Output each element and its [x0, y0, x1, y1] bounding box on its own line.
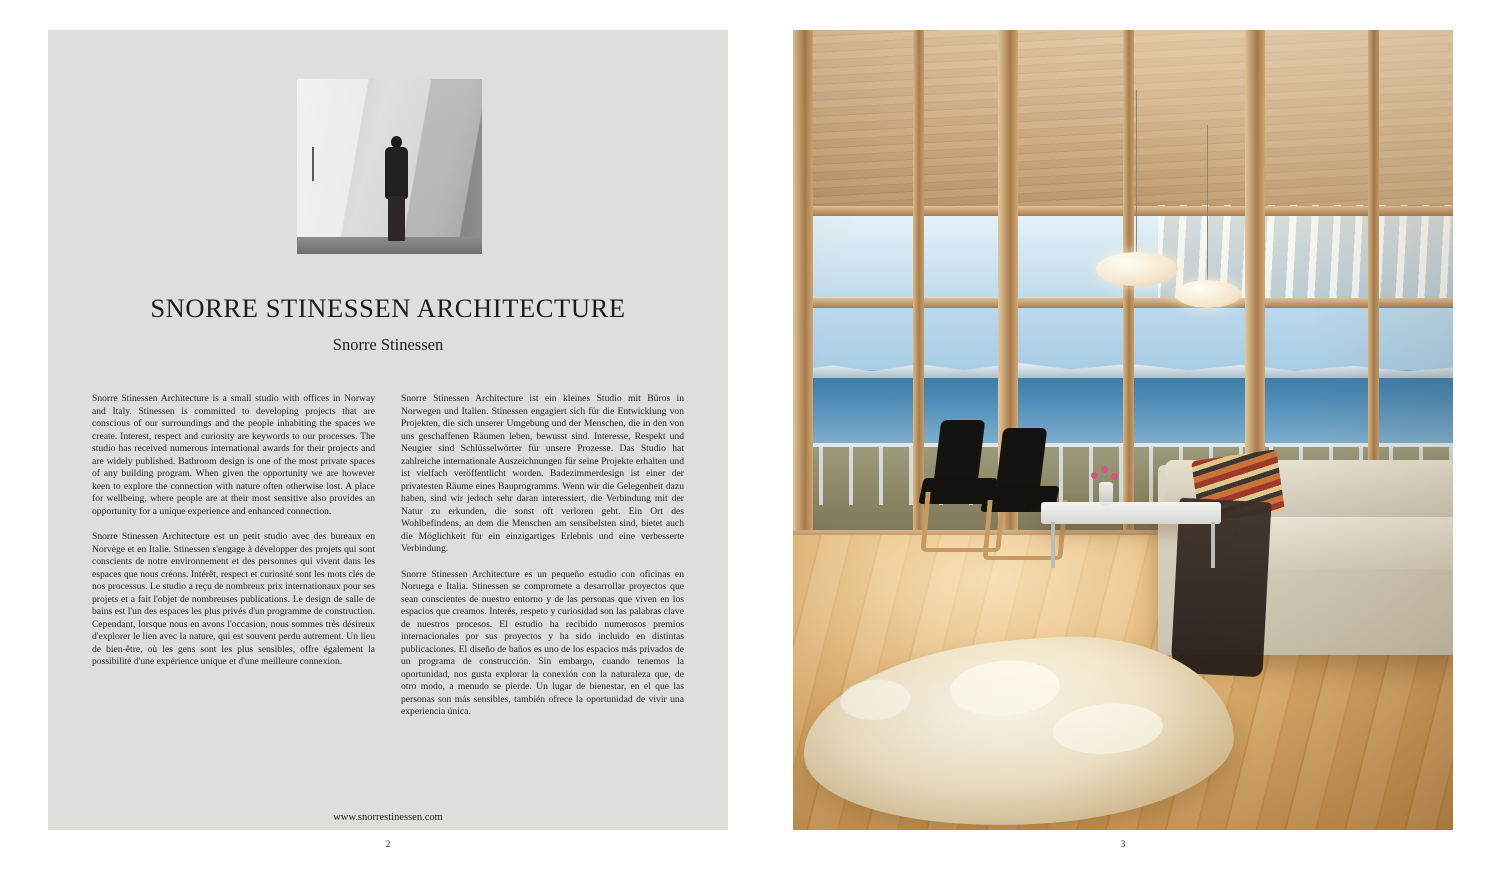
pendant-cord-2: [1207, 125, 1208, 285]
pendant-lamp-2: [1175, 280, 1241, 308]
figure-leg-gap: [312, 147, 314, 181]
interior-photograph: [793, 30, 1453, 830]
table-leg-2: [1211, 522, 1215, 568]
right-page: [793, 30, 1453, 830]
pendant-lamp-1: [1096, 252, 1178, 286]
portrait-figure: [381, 136, 411, 240]
page-number-right: 3: [1120, 840, 1126, 850]
dark-throw-blanket: [1170, 498, 1271, 678]
rug-texture: [948, 657, 1062, 720]
flower-bloom: [1091, 472, 1098, 479]
flower-bloom: [1111, 473, 1118, 480]
pendant-cord-1: [1136, 90, 1137, 255]
column-left: [92, 393, 375, 732]
page-subtitle: Snorre Stinessen: [332, 335, 444, 354]
page-number-left: 2: [385, 840, 391, 850]
table-leg-1: [1051, 522, 1055, 568]
studio-website[interactable]: www.snorrestinessen.com: [333, 812, 443, 823]
column-right: [401, 393, 684, 732]
paragraph-spanish: Snorre Stinessen Architecture es un pequeño estudio con oficinas en Noruega e Italia. Stinessen se compromete a desarrollar proyectos que sean conscientes de nuestro entorno y de las personas que viven en los espacios que creamos. Interés, respeto y curiosidad son las palabras clave de nuestros procesos. El estudio ha recibido numerosos premios internacionales por sus proyectos y ha sido incluido en distintas publicaciones. El diseño de baños es uno de los espacios más privados de un programa de construcción. Sin embargo, cuando tenemos la oportunidad, nos gusta explorar la conexión con la naturaleza que, de otro modo, a menudo se pierde. Un lugar de bienestar, en el que las personas son más sensibles, también ofrece la oportunidad de vivir una experiencia única.: [401, 568, 684, 717]
text-columns: [92, 393, 684, 732]
paragraph-french: Snorre Stinessen Architecture est un petit studio avec des bureaux en Norvège et en Italie. Stinessen s'engage à développer des projets qui sont conscients de notre environnement et des personnes qui vivent dans les espaces que nous créons. Intérêt, respect et curiosité sont les mots clés de nos processus. Le studio a reçu de nombreux prix internationaux pour ses projets et a fait l'objet de nombreuses publications. Le design de salle de bains est l'un des espaces les plus privés d'un programme de construction. Cependant, lorsque nous en avons l'occasion, nous sommes très désireux d'explorer le lien avec la nature, qui est souvent perdu autrement. Un lieu de bien-être, où les gens sont les plus sensibles, offre également la possibilité d'une expérience unique et d'une meilleure connexion.: [92, 531, 375, 667]
flower-bloom: [1101, 466, 1108, 473]
left-page: [48, 30, 728, 830]
flower-bouquet: [1089, 466, 1123, 486]
architect-portrait-photo: [297, 79, 482, 254]
paragraph-german: Snorre Stinessen Architecture ist ein kleines Studio mit Büros in Norwegen und Italien. Stinessen engagiert sich für die Entwicklung von Projekten, die sich unserer Umgebung und der Menschen, die in den von uns geschaffenen Räumen leben, bewusst sind. Interesse, Respekt und Neugier sind Schlüsselwörter für unsere Prozesse. Das Studio hat zahlreiche internationale Auszeichnungen für seine Projekte erhalten und ist vielfach veröffentlicht worden. Badezimmerdesign ist einer der privatesten Räume eines Bauprogramms. Wenn wir die Gelegenheit dazu haben, sind wir jedoch sehr daran interessiert, die Verbindung mit der Natur zu erkunden, die sonst oft verloren geht. Ein Ort des Wohlbefindens, an dem die Menschen am sensibelsten sind, bietet auch die Möglichkeit für ein einzigartiges Erlebnis und eine verbesserte Verbindung.: [401, 393, 684, 554]
figure-legs: [388, 196, 405, 241]
lounge-chair-2: [983, 428, 1059, 558]
window-mullion-1: [793, 30, 813, 590]
page-title: SNORRE STINESSEN ARCHITECTURE: [150, 293, 626, 323]
paragraph-english: Snorre Stinessen Architecture is a small studio with offices in Norway and Italy. Stinessen is committed to developing projects that are conscious of our surroundings and the people inhabiting the spaces we create. Interest, respect and curiosity are keywords to our processes. The studio has received numerous international awards for their projects and are widely published. Bathroom design is one of the most private spaces of any building program. When given the opportunity we are however keen to explore the connection with nature often otherwise lost. A place for wellbeing, where people are at their most sensitive also provides an opportunity for a unique experience and enhanced connection.: [92, 393, 375, 517]
figure-torso: [385, 147, 408, 199]
rug-texture: [1051, 700, 1164, 758]
coffee-table: [1041, 502, 1221, 524]
